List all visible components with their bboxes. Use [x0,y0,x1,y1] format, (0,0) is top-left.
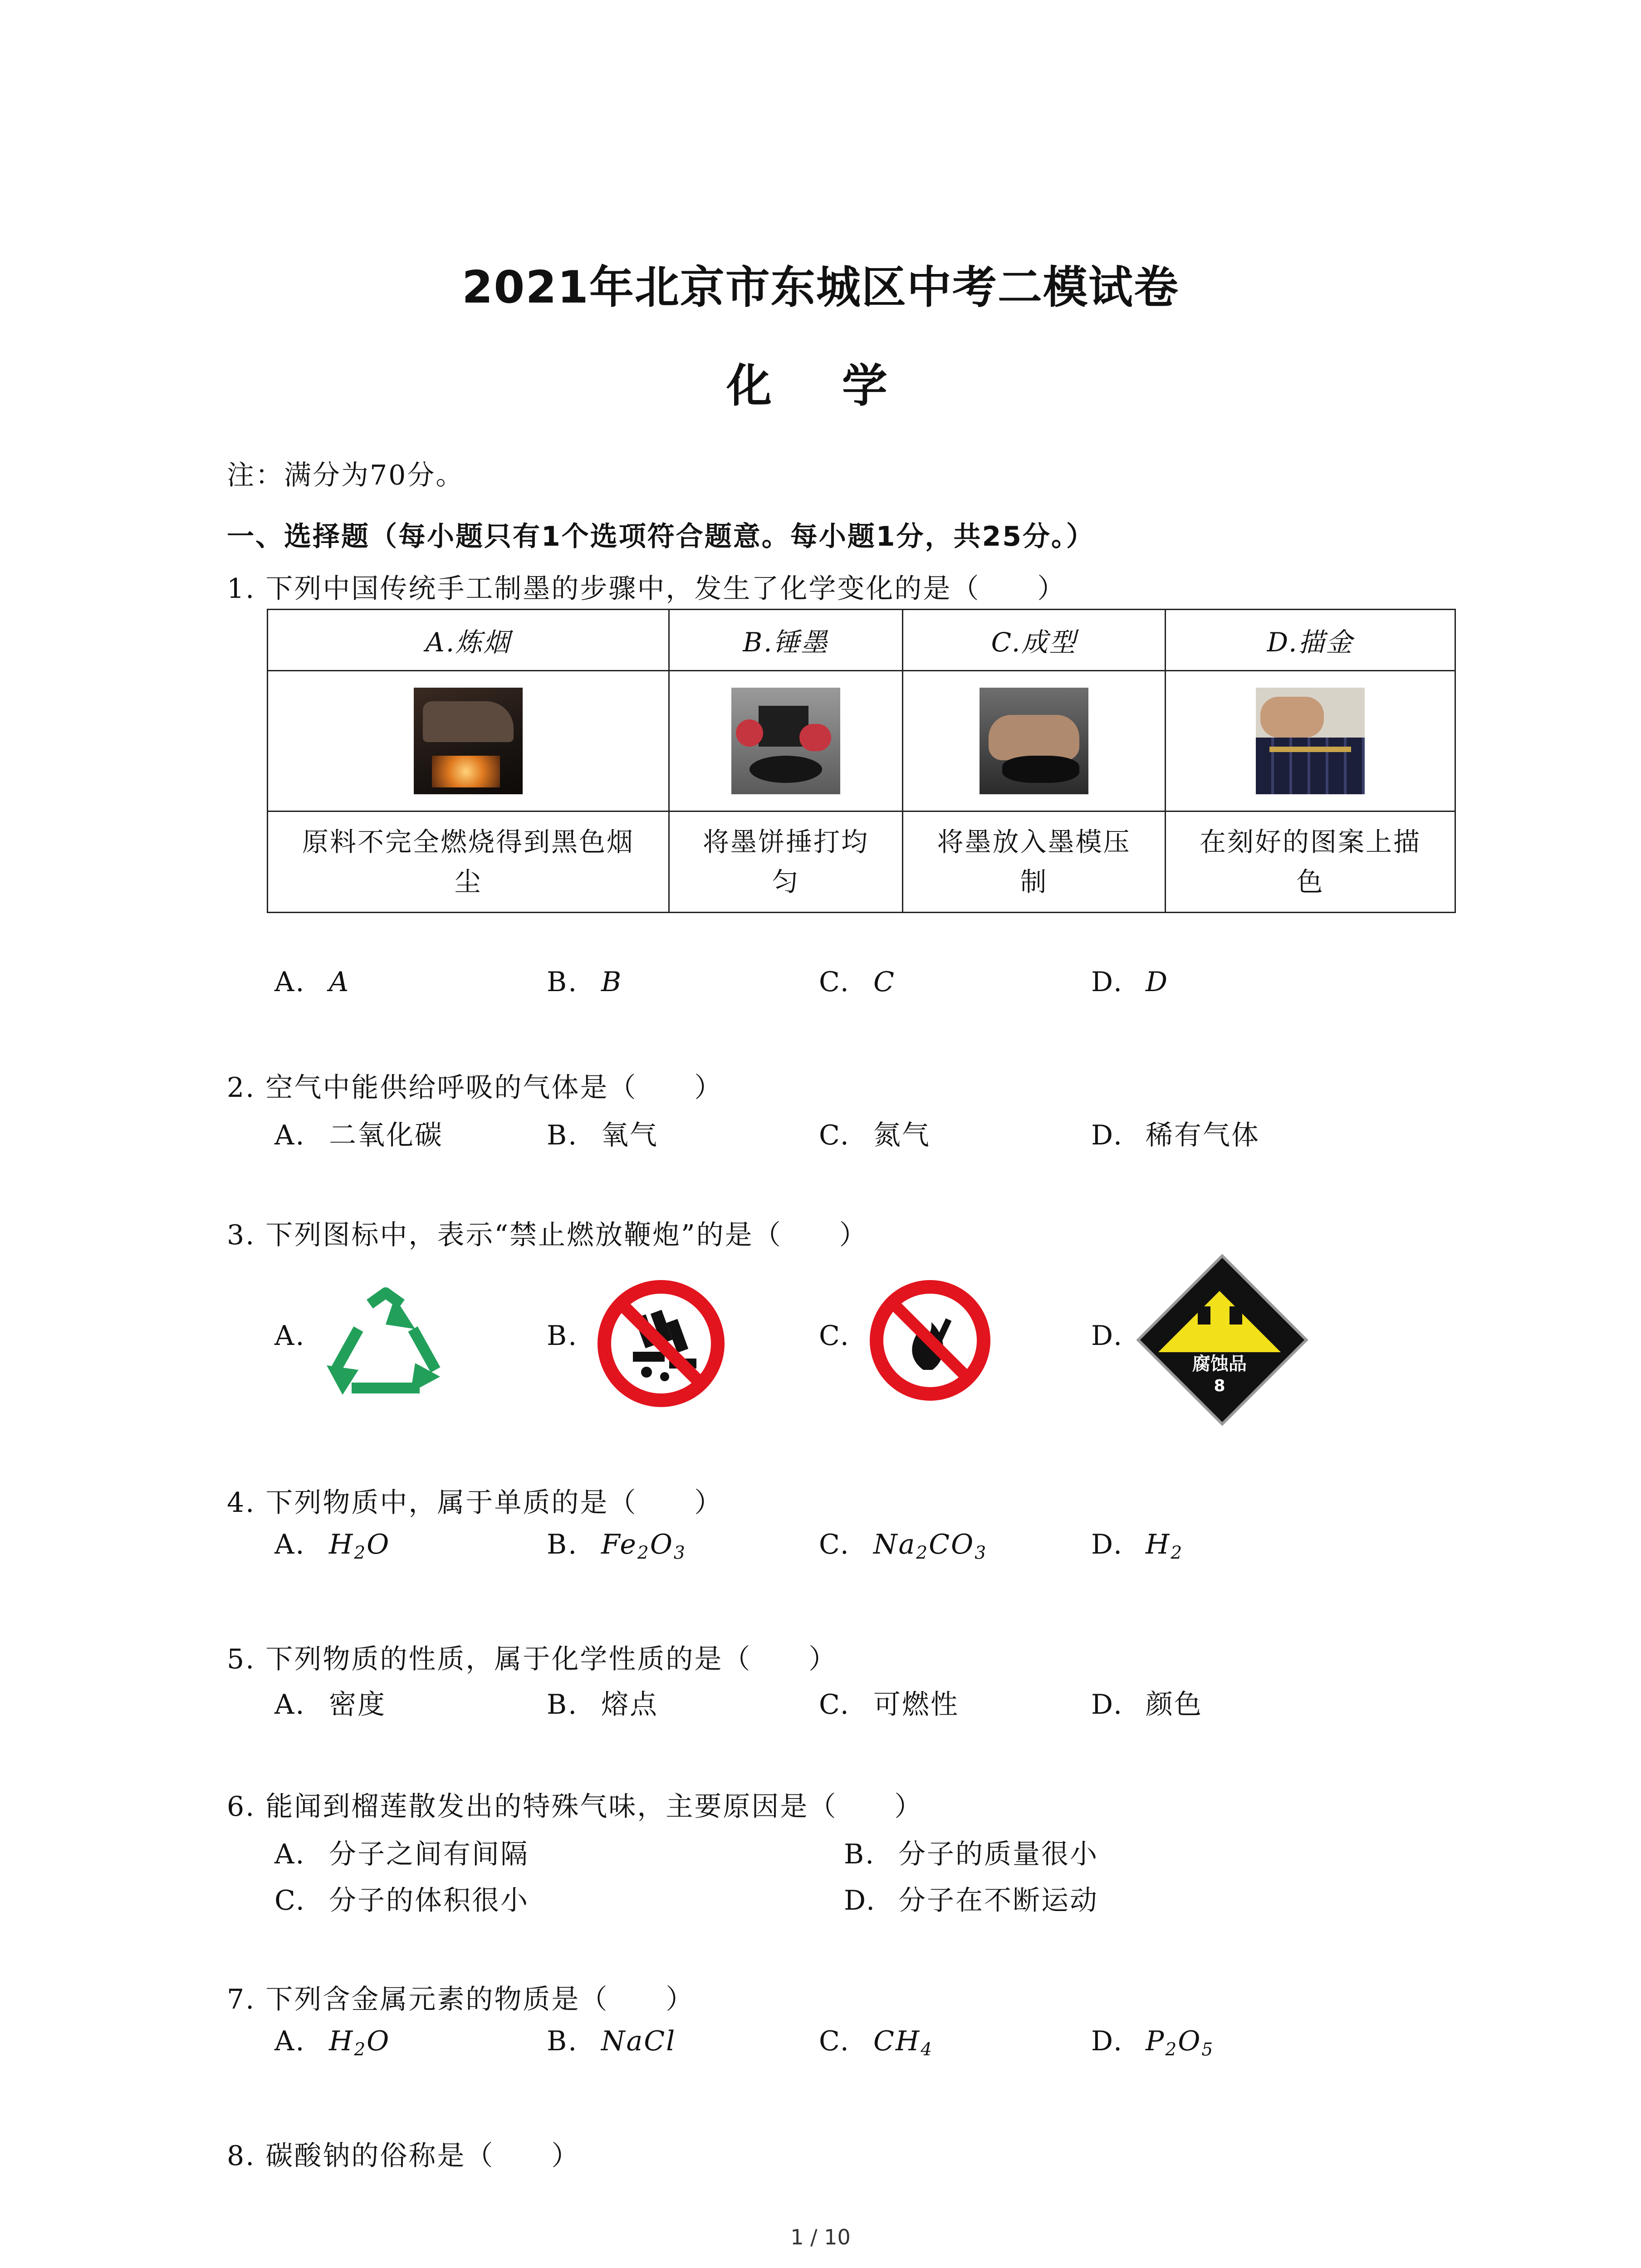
photo-cell-b [669,671,903,811]
smoke-refining-photo [414,688,523,794]
photo-cell-c [903,671,1166,811]
q6-option-b[interactable]: B. 分子的质量很小 [844,1838,1098,1870]
q4-option-c[interactable]: C. $Na_2CO_3$ [819,1529,988,1564]
ink-steps-table [267,609,1456,913]
table-header-c: C.成型 [903,610,1166,671]
q5-option-a[interactable]: A. 密度 [274,1689,386,1721]
q1-option-c[interactable]: C. C [819,966,896,998]
molding-ink-photo [980,688,1088,794]
hammering-ink-photo [731,688,840,794]
score-note: 注：满分为70分。 [227,459,465,491]
desc-d: 在刻好的图案上描 色 [1166,811,1455,913]
page-title: 2021年北京市东城区中考二模试卷 [462,262,1179,313]
desc-a: 原料不完全燃烧得到黑色烟 尘 [268,811,669,913]
q3-option-a-label[interactable]: A. [274,1320,306,1352]
q2-option-b[interactable]: B. 氧气 [547,1119,658,1151]
question-2-stem: 2. 空气中能供给呼吸的气体是（ ） [227,1072,723,1104]
recycle-icon [324,1286,447,1399]
q3-option-c-label[interactable]: C. [819,1320,850,1352]
q2-option-d[interactable]: D. 稀有气体 [1091,1119,1260,1151]
q6-option-d[interactable]: D. 分子在不断运动 [844,1885,1098,1916]
section-heading: 一、选择题（每小题只有1个选项符合题意。每小题1分，共25分。） [227,521,1095,552]
q7-option-b[interactable]: B. NaCl [547,2025,676,2057]
q5-option-d[interactable]: D. 颜色 [1091,1689,1203,1721]
q2-option-a[interactable]: A. 二氧化碳 [274,1119,443,1151]
question-4-stem: 4. 下列物质中，属于单质的是（ ） [227,1487,723,1519]
q3-option-d-label[interactable]: D. [1091,1320,1124,1352]
table-header-d: D.描金 [1166,610,1455,671]
q5-option-b[interactable]: B. 熔点 [547,1689,658,1721]
q2-option-c[interactable]: C. 氮气 [819,1119,931,1151]
q7-option-c[interactable]: C. $CH_4$ [819,2025,934,2060]
question-8-stem: 8. 碳酸钠的俗称是（ ） [227,2140,580,2172]
q4-option-d[interactable]: D. $H_2$ [1091,1529,1184,1564]
photo-cell-d [1166,671,1455,811]
desc-c: 将墨放入墨模压 制 [903,811,1166,913]
q7-option-d[interactable]: D. $P_2O_5$ [1091,2025,1215,2060]
q1-option-b[interactable]: B. B [547,966,623,998]
q3-option-b-label[interactable]: B. [547,1320,578,1352]
question-7-stem: 7. 下列含金属元素的物质是（ ） [227,1984,695,2015]
photo-cell-a [268,671,669,811]
page-number: 1 / 10 [790,2225,851,2249]
q6-option-a[interactable]: A. 分子之间有间隔 [274,1838,529,1870]
q6-option-c[interactable]: C. 分子的体积很小 [274,1885,529,1916]
question-3-stem: 3. 下列图标中，表示“禁止燃放鞭炮”的是（ ） [227,1219,868,1251]
subject-title: 化 学 [726,359,915,412]
table-header-b: B.锤墨 [669,610,903,671]
q1-option-a[interactable]: A. A [274,966,350,998]
desc-b: 将墨饼捶打均 匀 [669,811,903,913]
no-firecrackers-icon [597,1279,726,1408]
table-header-a: A.炼烟 [268,610,669,671]
q4-option-b[interactable]: B. $Fe_2O_3$ [547,1529,686,1564]
corrosive-hazard-icon: 腐蚀品 8 [1139,1256,1300,1418]
q4-option-a[interactable]: A. $H_2O$ [274,1529,391,1564]
gilding-photo [1256,688,1365,794]
question-5-stem: 5. 下列物质的性质，属于化学性质的是（ ） [227,1643,838,1675]
no-open-flame-icon [869,1279,991,1402]
question-1-stem: 1. 下列中国传统手工制墨的步骤中，发生了化学变化的是（ ） [227,573,1066,605]
q1-option-d[interactable]: D. D [1091,966,1169,998]
q7-option-a[interactable]: A. $H_2O$ [274,2025,391,2060]
question-6-stem: 6. 能闻到榴莲散发出的特殊气味，主要原因是（ ） [227,1791,923,1823]
q5-option-c[interactable]: C. 可燃性 [819,1689,959,1721]
